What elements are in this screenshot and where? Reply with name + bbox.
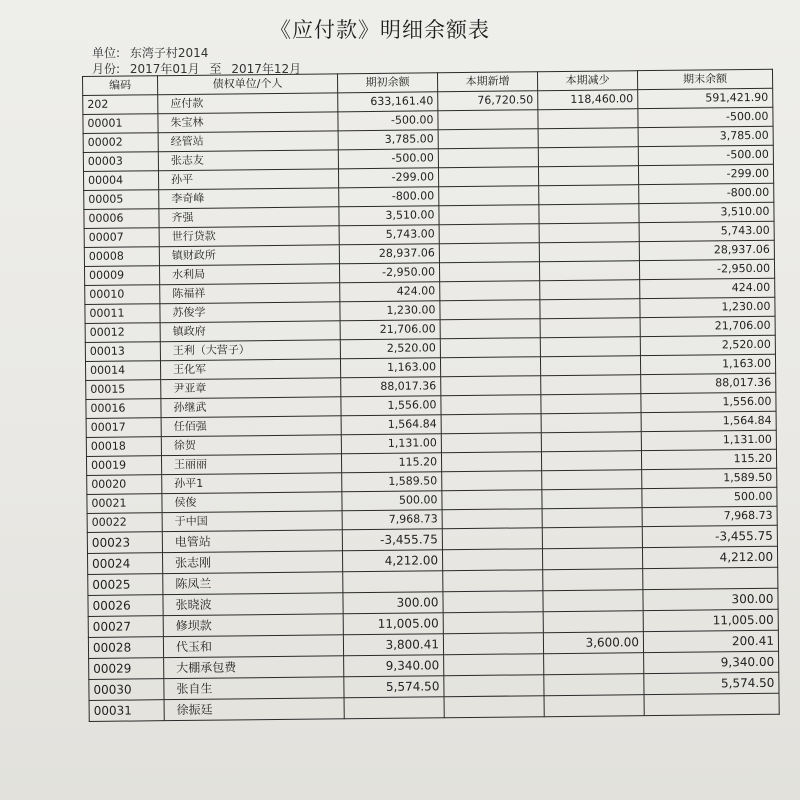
column-header: 本期新增 bbox=[437, 72, 537, 92]
reduced-cell bbox=[544, 674, 644, 696]
reduced-cell bbox=[542, 527, 642, 549]
added-cell bbox=[441, 452, 541, 472]
code-cell: 00031 bbox=[89, 700, 164, 722]
closing-balance-cell: 7,968.73 bbox=[642, 506, 777, 526]
added-cell bbox=[444, 654, 544, 676]
column-header: 本期减少 bbox=[537, 71, 637, 91]
opening-balance-cell: 1,131.00 bbox=[341, 434, 441, 454]
closing-balance-cell: 5,574.50 bbox=[644, 672, 779, 694]
code-cell: 00020 bbox=[87, 475, 162, 495]
opening-balance-cell: 2,520.00 bbox=[340, 339, 440, 359]
opening-balance-cell: 633,161.40 bbox=[338, 92, 438, 112]
opening-balance-cell bbox=[344, 697, 444, 719]
reduced-cell bbox=[541, 413, 641, 433]
name-cell: 齐强 bbox=[159, 207, 339, 228]
name-cell: 尹亚章 bbox=[161, 378, 341, 399]
closing-balance-cell: 1,589.50 bbox=[642, 468, 777, 488]
closing-balance-cell: 500.00 bbox=[642, 487, 777, 507]
reduced-cell bbox=[538, 128, 638, 148]
period-to: 2017年12月 bbox=[231, 62, 302, 76]
added-cell bbox=[441, 433, 541, 453]
reduced-cell bbox=[543, 590, 643, 612]
added-cell bbox=[442, 490, 542, 510]
code-cell: 00013 bbox=[85, 342, 160, 362]
closing-balance-cell: 21,706.00 bbox=[640, 316, 775, 336]
code-cell: 00001 bbox=[83, 114, 158, 134]
closing-balance-cell: 424.00 bbox=[640, 278, 775, 298]
name-cell: 应付款 bbox=[158, 93, 338, 114]
name-cell: 徐振廷 bbox=[164, 698, 344, 721]
name-cell: 王利（大营子） bbox=[160, 340, 340, 361]
opening-balance-cell: 5,743.00 bbox=[339, 225, 439, 245]
reduced-cell bbox=[542, 548, 642, 570]
reduced-cell bbox=[543, 611, 643, 633]
code-cell: 00007 bbox=[84, 228, 159, 248]
added-cell bbox=[439, 224, 539, 244]
closing-balance-cell: 1,564.84 bbox=[641, 411, 776, 431]
closing-balance-cell: 1,556.00 bbox=[641, 392, 776, 412]
name-cell: 大棚承包费 bbox=[164, 656, 344, 679]
closing-balance-cell: 4,212.00 bbox=[642, 546, 777, 568]
column-header: 期末余额 bbox=[637, 69, 772, 89]
name-cell: 陈凤兰 bbox=[163, 572, 343, 595]
code-cell: 00015 bbox=[86, 380, 161, 400]
reduced-cell bbox=[540, 318, 640, 338]
closing-balance-cell: -500.00 bbox=[638, 145, 773, 165]
closing-balance-cell: 1,131.00 bbox=[641, 430, 776, 450]
reduced-cell bbox=[544, 695, 644, 717]
closing-balance-cell: 1,163.00 bbox=[640, 354, 775, 374]
name-cell: 张志友 bbox=[158, 150, 338, 171]
column-header: 债权单位/个人 bbox=[158, 74, 338, 95]
code-cell: 00008 bbox=[84, 247, 159, 267]
added-cell: 76,720.50 bbox=[438, 91, 538, 111]
name-cell: 张志刚 bbox=[162, 551, 342, 574]
period-from: 2017年01月 bbox=[129, 62, 200, 76]
reduced-cell bbox=[541, 394, 641, 414]
reduced-cell bbox=[538, 147, 638, 167]
opening-balance-cell: -299.00 bbox=[338, 168, 438, 188]
added-cell bbox=[440, 300, 540, 320]
added-cell bbox=[438, 129, 538, 149]
opening-balance-cell: 1,589.50 bbox=[342, 472, 442, 492]
added-cell bbox=[442, 549, 542, 571]
closing-balance-cell: 200.41 bbox=[643, 630, 778, 652]
added-cell bbox=[439, 186, 539, 206]
code-cell: 00006 bbox=[84, 209, 159, 229]
added-cell bbox=[439, 243, 539, 263]
code-cell: 00005 bbox=[84, 190, 159, 210]
code-cell: 00014 bbox=[85, 361, 160, 381]
code-cell: 00029 bbox=[89, 658, 164, 680]
closing-balance-cell: 115.20 bbox=[641, 449, 776, 469]
closing-balance-cell: 3,785.00 bbox=[638, 126, 773, 146]
name-cell: 水利局 bbox=[159, 264, 339, 285]
closing-balance-cell: 3,510.00 bbox=[639, 202, 774, 222]
opening-balance-cell: -3,455.75 bbox=[342, 529, 442, 551]
opening-balance-cell: 21,706.00 bbox=[340, 320, 440, 340]
code-cell: 00009 bbox=[84, 266, 159, 286]
opening-balance-cell: 3,785.00 bbox=[338, 130, 438, 150]
reduced-cell bbox=[539, 261, 639, 281]
code-cell: 00012 bbox=[85, 323, 160, 343]
unit-label: 单位: bbox=[92, 46, 121, 60]
reduced-cell: 118,460.00 bbox=[538, 90, 638, 110]
reduced-cell bbox=[540, 337, 640, 357]
closing-balance-cell bbox=[644, 693, 779, 715]
name-cell: 代玉和 bbox=[163, 635, 343, 658]
code-cell: 00022 bbox=[87, 513, 162, 533]
name-cell: 任佰强 bbox=[161, 416, 341, 437]
reduced-cell bbox=[541, 432, 641, 452]
closing-balance-cell: 2,520.00 bbox=[640, 335, 775, 355]
added-cell bbox=[440, 357, 540, 377]
reduced-cell bbox=[539, 223, 639, 243]
name-cell: 镇财政所 bbox=[159, 245, 339, 266]
name-cell: 电管站 bbox=[162, 530, 342, 553]
name-cell: 张自生 bbox=[164, 677, 344, 700]
closing-balance-cell: -800.00 bbox=[639, 183, 774, 203]
reduced-cell bbox=[539, 185, 639, 205]
opening-balance-cell: 115.20 bbox=[341, 453, 441, 473]
closing-balance-cell: 300.00 bbox=[643, 588, 778, 610]
opening-balance-cell: 1,163.00 bbox=[340, 358, 440, 378]
added-cell bbox=[442, 471, 542, 491]
name-cell: 孙平1 bbox=[162, 473, 342, 494]
period-label: 月份: bbox=[92, 62, 121, 76]
opening-balance-cell: 7,968.73 bbox=[342, 510, 442, 530]
reduced-cell bbox=[541, 375, 641, 395]
opening-balance-cell: 3,800.41 bbox=[343, 634, 443, 656]
closing-balance-cell: 28,937.06 bbox=[639, 240, 774, 260]
closing-balance-cell: -299.00 bbox=[638, 164, 773, 184]
code-cell: 202 bbox=[83, 95, 158, 115]
added-cell bbox=[441, 395, 541, 415]
code-cell: 00004 bbox=[84, 171, 159, 191]
opening-balance-cell: -500.00 bbox=[338, 111, 438, 131]
name-cell: 世行贷款 bbox=[159, 226, 339, 247]
opening-balance-cell: -800.00 bbox=[339, 187, 439, 207]
closing-balance-cell: 11,005.00 bbox=[643, 609, 778, 631]
reduced-cell bbox=[539, 204, 639, 224]
period-to-word: 至 bbox=[209, 62, 222, 76]
name-cell: 王丽丽 bbox=[161, 454, 341, 475]
code-cell: 00016 bbox=[86, 399, 161, 419]
code-cell: 00021 bbox=[87, 494, 162, 514]
opening-balance-cell bbox=[343, 571, 443, 593]
name-cell: 孙平 bbox=[158, 169, 338, 190]
code-cell: 00018 bbox=[86, 437, 161, 457]
reduced-cell bbox=[543, 569, 643, 591]
code-cell: 00023 bbox=[87, 532, 162, 554]
name-cell: 徐贺 bbox=[161, 435, 341, 456]
reduced-cell bbox=[544, 653, 644, 675]
unit-value: 东湾子村2014 bbox=[129, 46, 209, 60]
code-cell: 00030 bbox=[89, 679, 164, 701]
opening-balance-cell: 300.00 bbox=[343, 592, 443, 614]
name-cell: 于中国 bbox=[162, 511, 342, 532]
name-cell: 侯俊 bbox=[162, 492, 342, 513]
name-cell: 李奇峰 bbox=[159, 188, 339, 209]
reduced-cell bbox=[541, 451, 641, 471]
name-cell: 张晓波 bbox=[163, 593, 343, 616]
closing-balance-cell: 591,421.90 bbox=[638, 88, 773, 108]
opening-balance-cell: -2,950.00 bbox=[339, 263, 439, 283]
code-cell: 00003 bbox=[83, 152, 158, 172]
added-cell bbox=[438, 110, 538, 130]
column-header: 编码 bbox=[83, 76, 158, 96]
closing-balance-cell: 5,743.00 bbox=[639, 221, 774, 241]
code-cell: 00019 bbox=[86, 456, 161, 476]
code-cell: 00002 bbox=[83, 133, 158, 153]
added-cell bbox=[440, 281, 540, 301]
reduced-cell: 3,600.00 bbox=[543, 632, 643, 654]
opening-balance-cell: 1,564.84 bbox=[341, 415, 441, 435]
opening-balance-cell: 424.00 bbox=[340, 282, 440, 302]
opening-balance-cell: 4,212.00 bbox=[342, 550, 442, 572]
column-header: 期初余额 bbox=[337, 73, 437, 93]
closing-balance-cell: 9,340.00 bbox=[644, 651, 779, 673]
added-cell bbox=[439, 205, 539, 225]
unit-line bbox=[92, 44, 214, 61]
added-cell bbox=[443, 612, 543, 634]
closing-balance-cell: 1,230.00 bbox=[640, 297, 775, 317]
opening-balance-cell: -500.00 bbox=[338, 149, 438, 169]
reduced-cell bbox=[540, 280, 640, 300]
name-cell: 苏俊学 bbox=[160, 302, 340, 323]
closing-balance-cell: -500.00 bbox=[638, 107, 773, 127]
reduced-cell bbox=[540, 299, 640, 319]
added-cell bbox=[443, 570, 543, 592]
opening-balance-cell: 28,937.06 bbox=[339, 244, 439, 264]
added-cell bbox=[438, 148, 538, 168]
added-cell bbox=[441, 414, 541, 434]
page-title: 《应付款》明细余额表 bbox=[270, 18, 490, 42]
code-cell: 00010 bbox=[85, 285, 160, 305]
added-cell bbox=[442, 528, 542, 550]
reduced-cell bbox=[538, 166, 638, 186]
reduced-cell bbox=[542, 489, 642, 509]
name-cell: 陈福祥 bbox=[160, 283, 340, 304]
added-cell bbox=[440, 338, 540, 358]
added-cell bbox=[444, 696, 544, 718]
name-cell: 镇政府 bbox=[160, 321, 340, 342]
added-cell bbox=[443, 633, 543, 655]
code-cell: 00025 bbox=[88, 574, 163, 596]
code-cell: 00026 bbox=[88, 595, 163, 617]
added-cell bbox=[439, 262, 539, 282]
code-cell: 00024 bbox=[88, 553, 163, 575]
name-cell: 修坝款 bbox=[163, 614, 343, 637]
closing-balance-cell bbox=[643, 567, 778, 589]
reduced-cell bbox=[538, 109, 638, 129]
name-cell: 孙继武 bbox=[161, 397, 341, 418]
closing-balance-cell: -3,455.75 bbox=[642, 525, 777, 547]
opening-balance-cell: 5,574.50 bbox=[344, 676, 444, 698]
closing-balance-cell: -2,950.00 bbox=[639, 259, 774, 279]
opening-balance-cell: 11,005.00 bbox=[343, 613, 443, 635]
code-cell: 00011 bbox=[85, 304, 160, 324]
code-cell: 00027 bbox=[88, 616, 163, 638]
name-cell: 经管站 bbox=[158, 131, 338, 152]
added-cell bbox=[440, 319, 540, 339]
added-cell bbox=[443, 591, 543, 613]
opening-balance-cell: 500.00 bbox=[342, 491, 442, 511]
opening-balance-cell: 3,510.00 bbox=[339, 206, 439, 226]
added-cell bbox=[438, 167, 538, 187]
opening-balance-cell: 1,556.00 bbox=[341, 396, 441, 416]
closing-balance-cell: 88,017.36 bbox=[641, 373, 776, 393]
added-cell bbox=[442, 509, 542, 529]
added-cell bbox=[444, 675, 544, 697]
reduced-cell bbox=[542, 470, 642, 490]
balance-table bbox=[82, 69, 780, 722]
opening-balance-cell: 88,017.36 bbox=[341, 377, 441, 397]
table-body bbox=[83, 88, 780, 721]
name-cell: 王化军 bbox=[160, 359, 340, 380]
opening-balance-cell: 9,340.00 bbox=[344, 655, 444, 677]
code-cell: 00017 bbox=[86, 418, 161, 438]
reduced-cell bbox=[542, 508, 642, 528]
reduced-cell bbox=[539, 242, 639, 262]
name-cell: 朱宝林 bbox=[158, 112, 338, 133]
added-cell bbox=[441, 376, 541, 396]
reduced-cell bbox=[540, 356, 640, 376]
code-cell: 00028 bbox=[88, 637, 163, 659]
opening-balance-cell: 1,230.00 bbox=[340, 301, 440, 321]
